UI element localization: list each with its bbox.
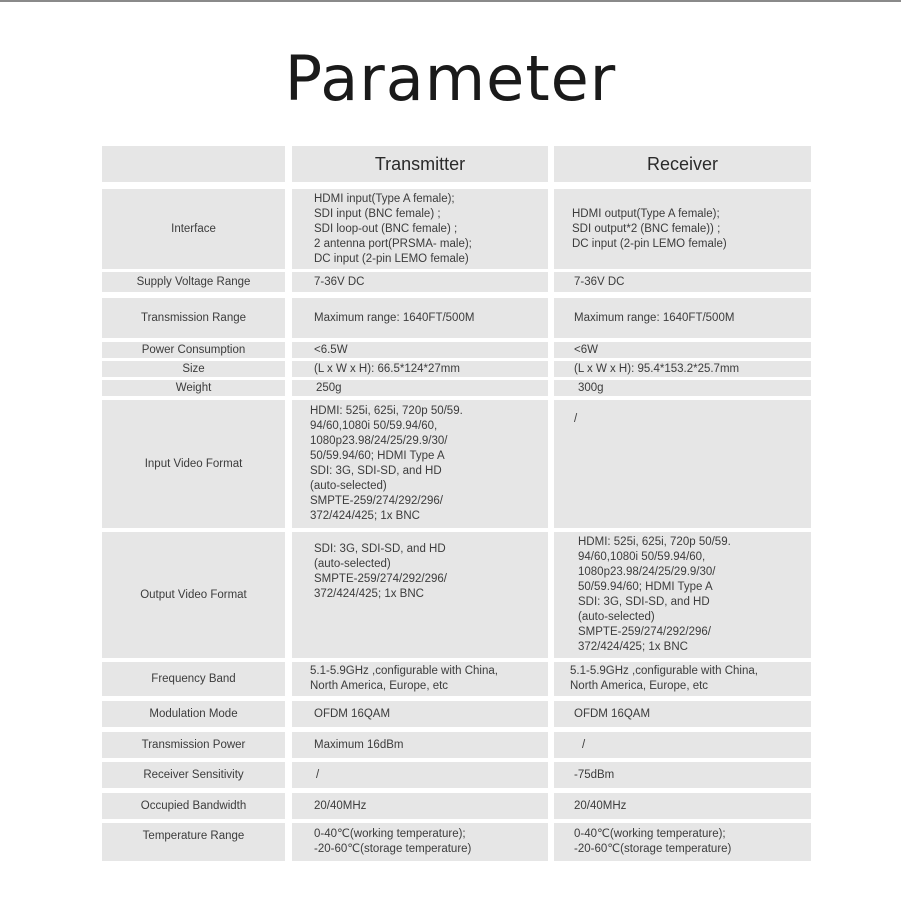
transmitter-value: Maximum range: 1640FT/500M [292, 298, 548, 338]
transmitter-value: HDMI input(Type A female); SDI input (BNC female) ; SDI loop-out (BNC female) ; 2 antenna port(PRSMA- male); DC input (2-pin LEMO female) [292, 189, 548, 269]
transmitter-value: (L x W x H): 66.5*124*27mm [292, 361, 548, 377]
receiver-value: HDMI: 525i, 625i, 720p 50/59. 94/60,1080i 50/59.94/60, 1080p23.98/24/25/29.9/30/ 50/59.94/60; HDMI Type A SDI: 3G, SDI-SD, and HD (auto-selected) SMPTE-259/274/292/296/ 372/424/425; 1x BNC [554, 532, 811, 658]
transmitter-value: <6.5W [292, 342, 548, 358]
row-label: Transmission Power [102, 732, 285, 758]
receiver-value: 0-40℃(working temperature); -20-60℃(storage temperature) [554, 823, 811, 861]
receiver-value: 5.1-5.9GHz ,configurable with China, North America, Europe, etc [554, 662, 811, 696]
receiver-value: Maximum range: 1640FT/500M [554, 298, 811, 338]
transmitter-value: / [292, 762, 548, 788]
transmitter-value: 7-36V DC [292, 272, 548, 292]
receiver-value: HDMI output(Type A female); SDI output*2 (BNC female)) ; DC input (2-pin LEMO female) [554, 189, 811, 269]
receiver-value: <6W [554, 342, 811, 358]
transmitter-value: Maximum 16dBm [292, 732, 548, 758]
receiver-value: 20/40MHz [554, 793, 811, 819]
header-transmitter: Transmitter [292, 146, 548, 182]
transmitter-value: OFDM 16QAM [292, 701, 548, 727]
transmitter-value: 250g [292, 380, 548, 396]
row-label: Transmission Range [102, 298, 285, 338]
row-label: Output Video Format [102, 532, 285, 658]
receiver-value: -75dBm [554, 762, 811, 788]
transmitter-value: HDMI: 525i, 625i, 720p 50/59. 94/60,1080i 50/59.94/60, 1080p23.98/24/25/29.9/30/ 50/59.94/60; HDMI Type A SDI: 3G, SDI-SD, and HD (auto-selected) SMPTE-259/274/292/296/ 372/424/425; 1x BNC [292, 400, 548, 528]
row-label: Interface [102, 189, 285, 269]
row-label: Occupied Bandwidth [102, 793, 285, 819]
row-label: Input Video Format [102, 400, 285, 528]
row-label: Receiver Sensitivity [102, 762, 285, 788]
receiver-value: 7-36V DC [554, 272, 811, 292]
row-label: Modulation Mode [102, 701, 285, 727]
page-title: Parameter [284, 42, 617, 115]
transmitter-value: SDI: 3G, SDI-SD, and HD (auto-selected) SMPTE-259/274/292/296/ 372/424/425; 1x BNC [292, 532, 548, 658]
header-blank [102, 146, 285, 182]
receiver-value: / [554, 732, 811, 758]
transmitter-value: 20/40MHz [292, 793, 548, 819]
receiver-value: (L x W x H): 95.4*153.2*25.7mm [554, 361, 811, 377]
receiver-value: 300g [554, 380, 811, 396]
row-label: Frequency Band [102, 662, 285, 696]
transmitter-value: 0-40℃(working temperature); -20-60℃(storage temperature) [292, 823, 548, 861]
row-label: Temperature Range [102, 823, 285, 861]
receiver-value: OFDM 16QAM [554, 701, 811, 727]
row-label: Power Consumption [102, 342, 285, 358]
header-receiver: Receiver [554, 146, 811, 182]
receiver-value: / [554, 400, 811, 528]
row-label: Weight [102, 380, 285, 396]
transmitter-value: 5.1-5.9GHz ,configurable with China, North America, Europe, etc [292, 662, 548, 696]
row-label: Size [102, 361, 285, 377]
row-label: Supply Voltage Range [102, 272, 285, 292]
